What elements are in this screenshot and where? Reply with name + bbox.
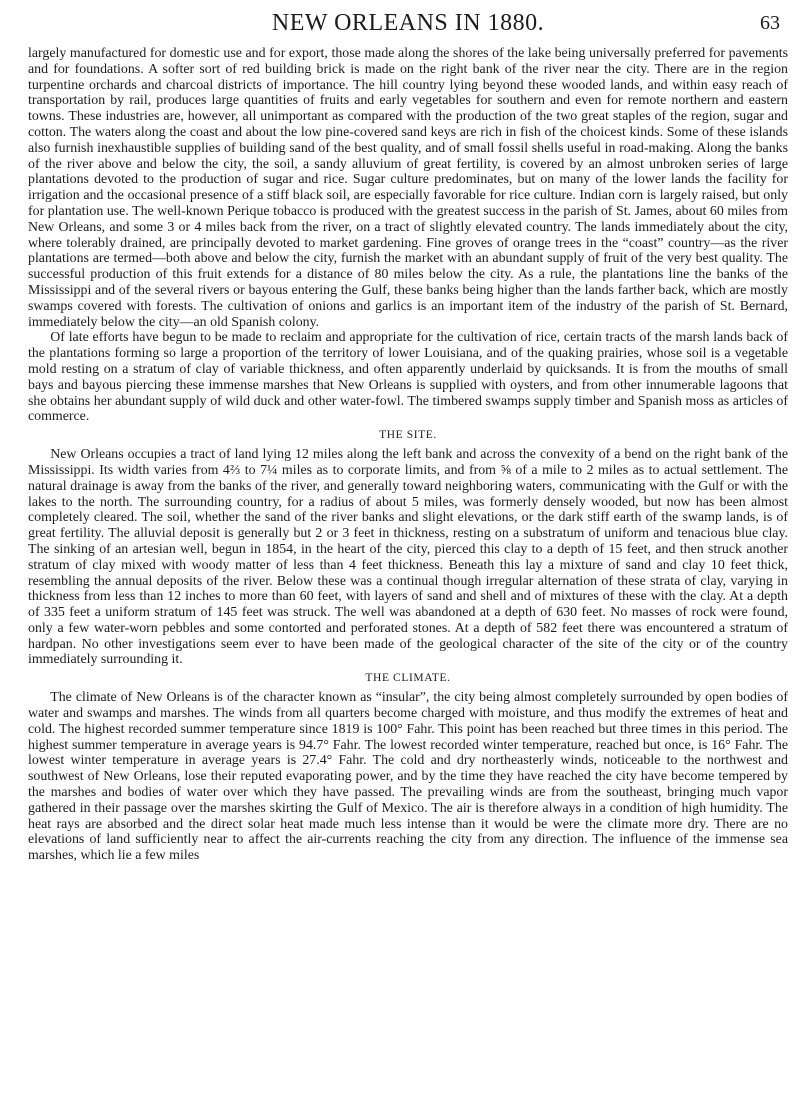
climate-paragraph: The climate of New Orleans is of the character known as “insular”, the city being almost completely surrounded by open bodies of water and swamps and marshes. The winds from all quarters become charged with moisture, and thus modify the extremes of heat and cold. The highest recorded summer temperature since 1819 is 100° Fahr. This point has been reached but three times in this period. The highest summer temperature in average years is 94.7° Fahr. The lowest recorded winter temperature, reached but once, is 16° Fahr. The lowest winter temperature in average years is 27.4° Fahr. The cold and dry northeasterly winds, noticeable to the northwest and southwest of New Orleans, lose their reputed evaporating power, and by the time they have reached the city have become tempered by the marshes and bodies of water over which they have passed. The prevailing winds are from the southeast, bringing much vapor gathered in their passage over the marshes skirting the Gulf of Mexico. The air is therefore always in a condition of high humidity. The heat rays are absorbed and the direct solar heat made much less intense than it would be were the climate more dry. There are no elevations of land sufficiently near to affect the air-currents reaching the city from any direction. The influence of the immense sea marshes, which lie a few miles	[28, 690, 788, 864]
page-number: 63	[760, 12, 780, 34]
running-head	[28, 10, 788, 42]
intro-paragraph-1: largely manufactured for domestic use and for export, those made along the shores of the lake being universally preferred for pavements and for foundations. A softer sort of red building brick is made on the right bank of the river near the city. There are in the region turpentine orchards and charcoal districts of importance. The hill country lying beyond these wooded lands, and within easy reach of transportation by rail, produces large quantities of fruits and early vegetables for southern and even for remote northern and eastern towns. These industries are, however, all unimportant as compared with the production of the two great staples of the region, sugar and cotton. The waters along the coast and about the low pine-covered sand keys are rich in fish of the choicest kinds. Some of these islands also furnish inexhaustible supplies of building sand of the best quality, and of small fossil shells useful in road-making. Along the banks of the river above and below the city, the soil, a sandy alluvium of great fertility, is covered by an almost unbroken series of large plantations devoted to the production of sugar and rice. Sugar culture predominates, but on many of the lower lands the facility for irrigation and the occasional presence of a stiff black soil, are especially favorable for rice culture. Indian corn is largely raised, but only for plantation use. The well-known Perique tobacco is produced with the greatest success in the parish of St. James, about 60 miles from New Orleans, and some 3 or 4 miles back from the river, on a tract of slightly elevated country. The lands immediately about the city, where tolerably drained, are principally devoted to market gardening. Fine groves of orange trees in the “coast” country—as the river plantations are termed—both above and below the city, furnish the market with an abundant supply of fruit of the very best quality. The successful production of this fruit extends for a distance of 80 miles below the city. As a rule, the plantations line the banks of the Mississippi and of the several rivers or bayous entering the Gulf, these banks being higher than the lands farther back, which are mostly swamps covered with forests. The cultivation of onions and garlics is an important item of the industry of the parish of St. Bernard, immediately below the city—an old Spanish colony.	[28, 46, 788, 330]
section-heading-site: THE SITE.	[379, 429, 437, 442]
intro-paragraph-2: Of late efforts have begun to be made to reclaim and appropriate for the cultivation of rice, certain tracts of the marsh lands back of the plantations forming so large a proportion of the territory of lower Louisiana, and of the quaking prairies, whose soil is a vegetable mold resting on a stratum of clay of variable thickness, and often apparently underlaid by quicksands. It is from the mouths of small bays and bayous piercing these immense marshes that New Orleans is supplied with oysters, and from other innumerable lagoons that she obtains her abundant supply of wild duck and other water-fowl. The timbered swamps supply timber and Spanish moss as articles of commerce.	[28, 330, 788, 425]
page-title: NEW ORLEANS IN 1880.	[271, 10, 545, 36]
site-paragraph: New Orleans occupies a tract of land lying 12 miles along the left bank and across the convexity of a bend on the right bank of the Mississippi. Its width varies from 4⅔ to 7¼ miles as to corporate limits, and from ⅝ of a mile to 2 miles as to actual settlement. The natural drainage is away from the banks of the river, and generally toward neighboring waters, communicating with the Gulf or with the lakes to the north. The surrounding country, for a radius of about 5 miles, was formerly densely wooded, but now has been almost completely cleared. The soil, whether the sand of the river banks and slight elevations, or the dark stiff earth of the swamp lands, is of great fertility. The alluvial deposit is generally but 2 or 3 feet in thickness, resting on a substratum of uniform and tenacious blue clay. The sinking of an artesian well, begun in 1854, in the heart of the city, pierced this clay to a depth of 15 feet, and then struck another stratum of clay mixed with woody matter of less than 4 feet thickness. Beneath this lay a mixture of sand and clay 10 feet thick, resembling the annual deposits of the river. Below these was a continual though irregular alternation of these strata of clay, varying in thickness from less than 12 inches to more than 60 feet, with layers of sand and shell and of mixtures of these with the clay. At a depth of 335 feet a uniform stratum of 145 feet was struck. The well was abandoned at a depth of 630 feet. No masses of rock were found, only a few water-worn pebbles and some contorted and perforated stones. At a depth of 582 feet there was encountered a stratum of hardpan. No other investigations seem ever to have been made of the geological character of the site of the city or of the country immediately surrounding it.	[28, 447, 788, 668]
section-heading-climate: THE CLIMATE.	[365, 672, 451, 685]
